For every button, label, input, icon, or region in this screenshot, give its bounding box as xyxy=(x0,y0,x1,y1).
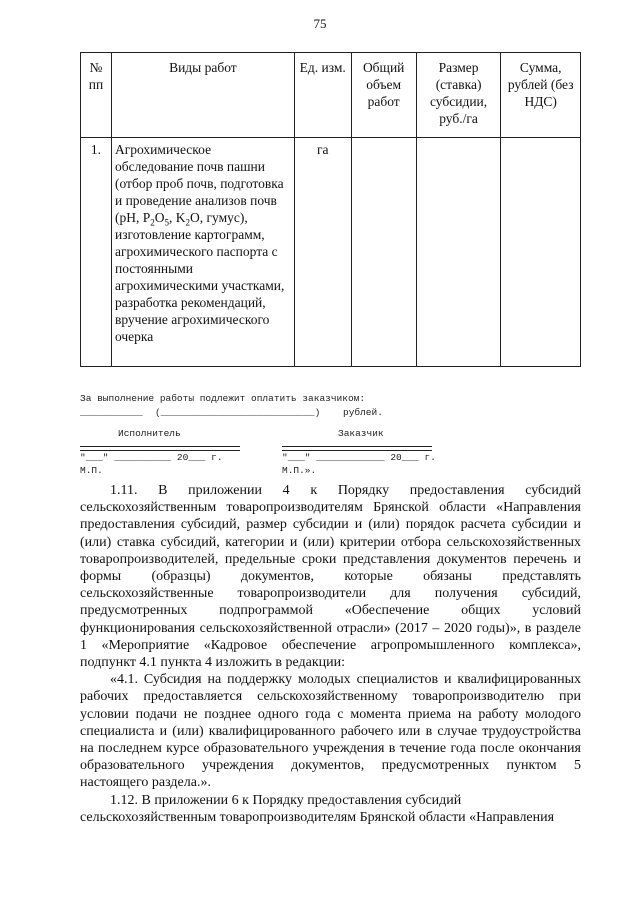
row-kind-text-2: O xyxy=(154,210,165,225)
payment-currency: рублей. xyxy=(343,407,383,418)
row-unit: га xyxy=(294,138,351,367)
payment-amount-words: (___________________________) xyxy=(155,407,321,418)
header-num: № пп xyxy=(81,53,112,138)
table-header-row xyxy=(81,53,581,138)
row-kind-sub-2: 5 xyxy=(164,217,169,228)
table-row xyxy=(81,138,581,367)
header-kind: Виды работ xyxy=(111,53,294,138)
row-num: 1. xyxy=(81,138,112,367)
header-volume: Общий объем работ xyxy=(351,53,416,138)
customer-signature-line-2 xyxy=(282,450,432,451)
payment-blank-amount: ___________ xyxy=(80,407,143,418)
row-kind-sub-3: 2 xyxy=(185,217,190,228)
payment-line-1: За выполнение работы подлежит оплатить заказчиком: xyxy=(80,393,366,404)
row-kind xyxy=(111,138,294,367)
paragraph-1-12: 1.12. В приложении 6 к Порядку предоставления субсидий сельскохозяйственным товаропроизводителям Брянской области «Направления xyxy=(80,792,555,825)
header-sum: Сумма, рублей (без НДС) xyxy=(501,53,581,138)
customer-signature-line-1 xyxy=(282,446,432,447)
row-kind-text-3: , K xyxy=(169,210,186,225)
executor-date: "___" __________ 20___ г. xyxy=(80,452,223,463)
row-volume xyxy=(351,138,416,367)
customer-seal: М.П.». xyxy=(282,465,317,476)
header-unit: Ед. изм. xyxy=(294,53,351,138)
row-kind-sub-1: 2 xyxy=(150,217,155,228)
row-sum xyxy=(501,138,581,367)
works-table xyxy=(80,52,581,367)
executor-signature-line-1 xyxy=(80,446,240,447)
document-body xyxy=(80,482,581,826)
customer-label: Заказчик xyxy=(338,428,384,439)
page-number: 75 xyxy=(313,16,327,31)
executor-seal: М.П. xyxy=(80,465,103,476)
row-kind-text-1: Агрохимическое обследование почв пашни (отбор проб почв, подготовка и проведение анализов почв (pH, P xyxy=(114,142,284,225)
header-rate: Размер (ставка) субсидии, руб./га xyxy=(416,53,501,138)
paragraph-1-11: 1.11. В приложении 4 к Порядку предоставления субсидий сельскохозяйственным товаропроизводителям Брянской области «Направления предоставления субсидий, размер субсидии и (или) порядок расчета субсидии и (или) ставка субсидий, категории и (или) критерии отбора сельскохозяйственных товаропроизводителей, предельные сроки представления документов перечень и формы (образцы) документов, которые обязаны представлять сельскохозяйственные товаропроизводители для получения субсидий, предусмотренных подпрограммой «Обеспечение общих условий функционирования сельскохозяйственной отрасли» (2017 – 2020 годы)», в разделе 1 «Мероприятие «Кадровое обеспечение агропромышленного комплекса», подпункт 4.1 пункта 4 изложить в редакции: xyxy=(80,483,581,671)
executor-signature-line-2 xyxy=(80,450,240,451)
customer-date: "___" ____________ 20___ г. xyxy=(282,452,436,463)
row-rate xyxy=(416,138,501,367)
row-kind-text-4: O, гумус), изготовление картограмм, агрохимического паспорта с постоянными агрохимическими участками, разработка рекомендаций, вручение агрохимического очерка xyxy=(114,210,285,344)
executor-label: Исполнитель xyxy=(118,428,181,439)
paragraph-4-1: «4.1. Субсидия на поддержку молодых специалистов и квалифицированных рабочих предоставляется сельскохозяйственному товаропроизводителю при условии подачи не позднее одного года с момента приема на работу молодого специалиста и (или) квалифицированного рабочего или в случае трудоустройства на последнем курсе образовательного учреждения в течение года после окончания образовательного учреждения документов, предусмотренных пунктом 5 настоящего раздела.». xyxy=(80,672,581,791)
